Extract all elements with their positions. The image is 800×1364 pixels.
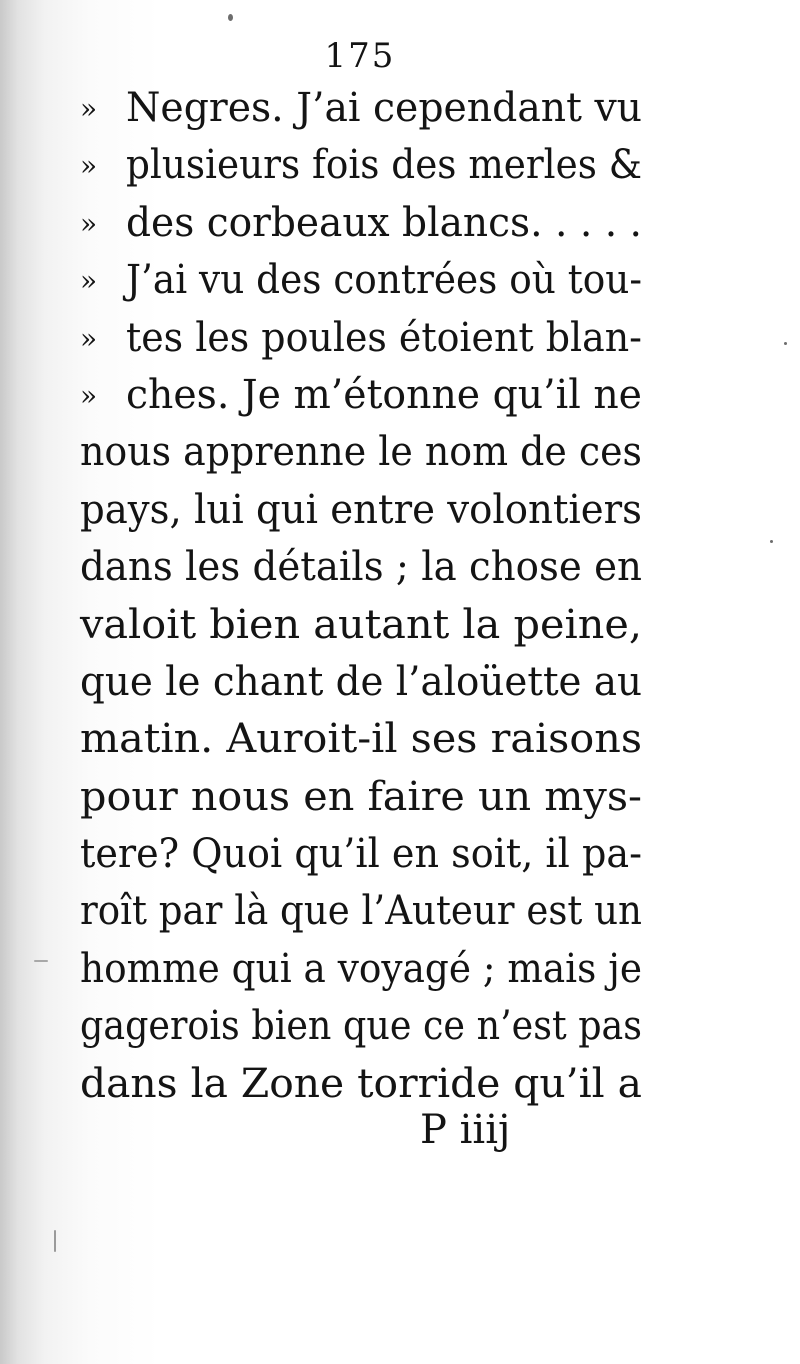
text-line [80, 137, 642, 194]
text-line [80, 998, 642, 1055]
line-text: nous apprenne le nom de ces [80, 429, 642, 476]
line-text: Negres. J’ai cependant vu [126, 85, 643, 131]
paper-speck [54, 1230, 56, 1252]
text-line [80, 310, 642, 367]
text-line [80, 826, 642, 883]
page-number: 175 [324, 36, 396, 76]
text-line [80, 597, 642, 654]
line-text: pays, lui qui entre volontiers [80, 486, 642, 533]
line-text: gagerois bien que ce n’est pas [80, 1003, 643, 1050]
text-line [80, 252, 642, 309]
quote-mark: » [80, 264, 95, 298]
line-text: homme qui a voyagé ; mais je [80, 945, 642, 992]
text-line [80, 539, 642, 596]
text-line [80, 195, 642, 252]
line-text: dans les détails ; la chose en [80, 544, 643, 591]
paper-speck [34, 960, 48, 962]
line-text: J’ai vu des contrées où tou- [126, 257, 643, 304]
line-text: ches. Je m’étonne qu’il ne [126, 371, 642, 418]
line-text: des corbeaux blancs. . . . . [126, 199, 642, 246]
signature-mark: P iiij [420, 1107, 511, 1153]
text-line [80, 769, 642, 826]
quote-mark: » [80, 92, 95, 125]
quote-mark: » [80, 378, 95, 412]
quote-mark: » [80, 321, 95, 355]
text-line [80, 1056, 642, 1113]
text-line [80, 941, 642, 998]
paper-speck [770, 540, 773, 543]
text-line [80, 80, 642, 137]
line-text: pour nous en faire un mys- [80, 773, 643, 820]
line-text: tes les poules étoient blan- [126, 314, 642, 361]
line-text: roît par là que l’Auteur est un [80, 888, 642, 935]
line-text: dans la Zone torride qu’il a [80, 1060, 642, 1107]
text-line [80, 367, 642, 424]
quote-mark: » [80, 206, 95, 240]
line-text: matin. Auroit-il ses raisons [80, 716, 643, 763]
line-text: que le chant de l’aloüette au [80, 658, 642, 705]
text-line [80, 482, 642, 539]
paper-speck [228, 14, 233, 21]
text-line [80, 654, 642, 711]
paper-speck [784, 342, 787, 345]
text-line [80, 883, 642, 940]
text-line [80, 424, 642, 481]
text-line [80, 711, 642, 768]
quote-mark: » [80, 149, 95, 183]
line-text: plusieurs fois des merles & [126, 142, 643, 189]
line-text: tere? Quoi qu’il en soit, il pa- [80, 831, 642, 878]
line-text: valoit bien autant la peine, [80, 601, 643, 648]
text-block [80, 80, 642, 1113]
